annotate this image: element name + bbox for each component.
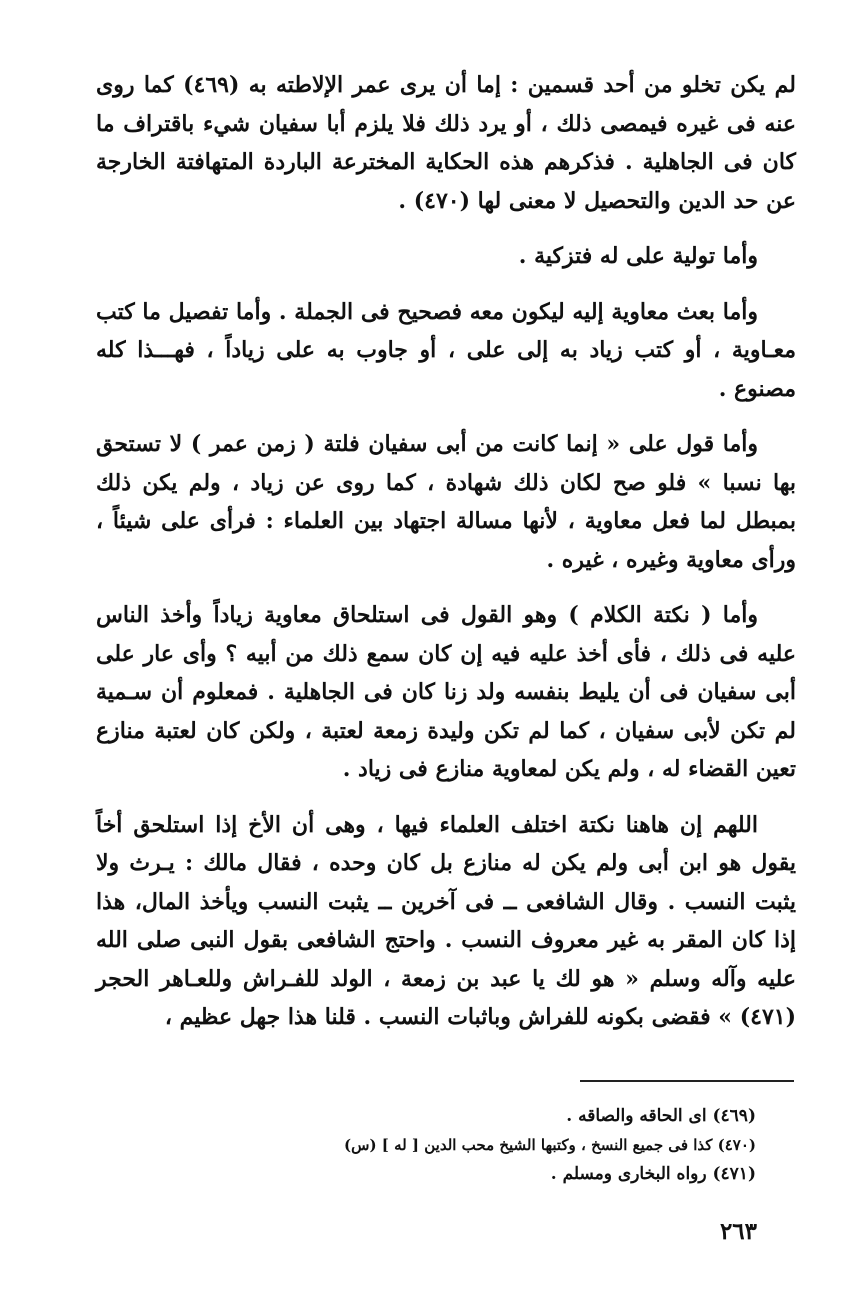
- footnote-471: (٤٧١) رواه البخارى ومسلم .: [550, 1164, 756, 1184]
- footnotes: [210, 1102, 756, 1189]
- footnote-divider: [580, 1080, 794, 1082]
- paragraph-1: لم يكن تخلو من أحد قسمين : إما أن يرى عمر الإلاطته به (٤٦٩) كما روى عنه فى غيره فيمصى ذلك ، أو يرد ذلك فلا يلزم أبا سفيان شيء باقتراف ما كان فى الجاهلية . فذكرهم هذه الحكاية المخترعة الباردة المتهافتة الخارجة عن حد الدين والتحصيل لا معنى لها (٤٧٠) .: [96, 72, 796, 214]
- paragraph-3: وأما بعث معاوية إليه ليكون معه فصحيح فى الجملة . وأما تفصيل ما كتب معـاوية ، أو كتب زياد به إلى على ، أو جاوب به على زياداً ، فهـــذا كله مصنوع .: [96, 298, 796, 402]
- footnote-469: (٤٦٩) اى الحاقه والصاقه .: [566, 1106, 756, 1126]
- paragraph-5: وأما ( نكتة الكلام ) وهو القول فى استلحاق معاوية زياداً وأخذ الناس عليه فى ذلك ، فأى أخذ عليه فيه إن كان سمع ذلك من أبيه ؟ وأى عار على أبى سفيان فى أن يليط بنفسه ولد زنا كان فى الجاهلية . فمعلوم أن سـمية لم تكن لأبى سفيان ، كما لم تكن وليدة زمعة لعتبة ، ولكن كان لعتبة منازع تعين القضاء له ، ولم يكن لمعاوية منازع فى زياد .: [96, 602, 796, 782]
- footnote-470: (٤٧٠) كذا فى جميع النسخ ، وكتبها الشيخ محب الدين [ له ] (س): [344, 1136, 756, 1154]
- paragraph-6: اللهم إن هاهنا نكتة اختلف العلماء فيها ، وهى أن الأخ إذا استلحق أخاً يقول هو ابن أبى ولم يكن له منازع بل كان وحده ، فقال مالك : يـرث ولا يثبت النسب . وقال الشافعى ــ فى آخرين ــ يثبت النسب ويأخذ المال، هذا إذا كان المقر به غير معروف النسب . واحتج الشافعى بقول النبى صلى الله عليه وآله وسلم « هو لك يا عبد بن زمعة ، الولد للفـراش وللعـاهر الحجر (٤٧١) » فقضى بكونه للفراش وباثبات النسب . قلنا هذا جهل عظيم ،: [96, 811, 796, 1030]
- paragraph-2: وأما تولية على له فتزكية .: [518, 243, 758, 269]
- page-number: ٢٦٣: [719, 1218, 757, 1245]
- main-text: [96, 66, 796, 1054]
- paragraph-4: وأما قول على « إنما كانت من أبى سفيان فلتة ( زمن عمر ) لا تستحق بها نسبا » فلو صح لكان ذلك شهادة ، كما روى عن زياد ، ولم يكن ذلك بمبطل لما فعل معاوية ، لأنها مسالة اجتهاد بين العلماء : فرأى على شيئاً ، ورأى معاوية وغيره ، غيره .: [96, 431, 796, 573]
